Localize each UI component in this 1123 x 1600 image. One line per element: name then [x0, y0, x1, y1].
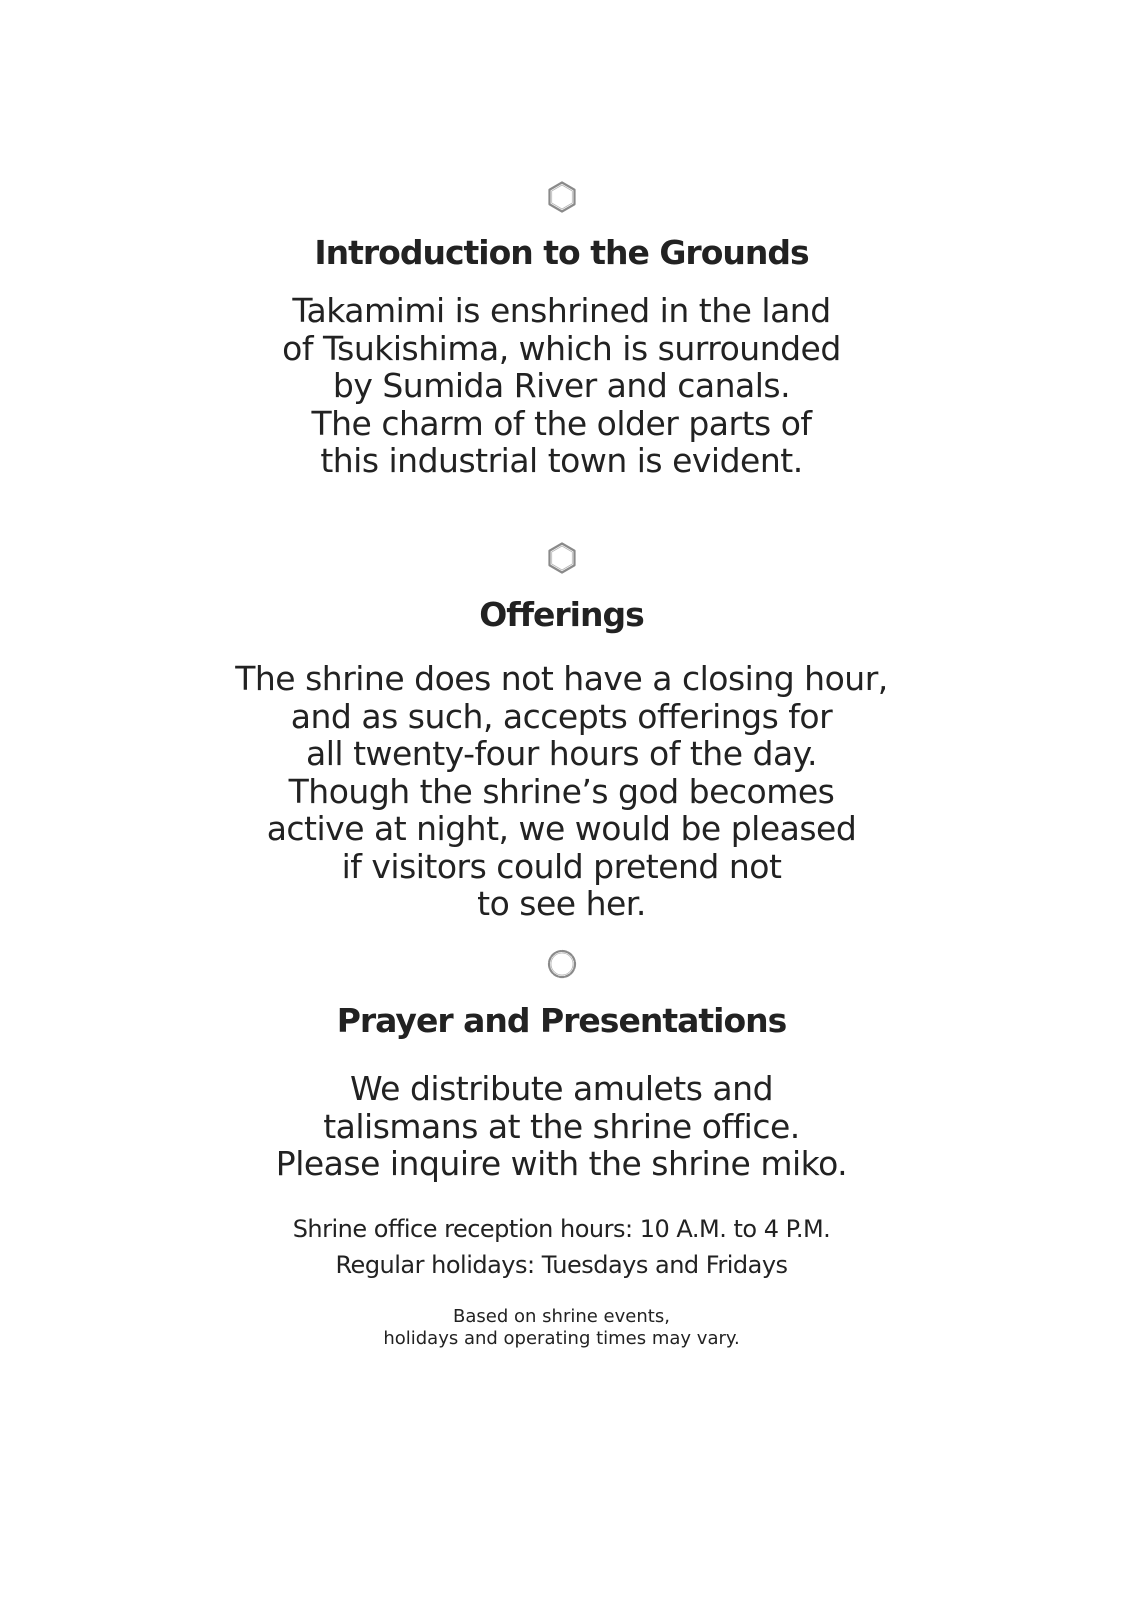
- body-line: and as such, accepts offerings for: [290, 696, 833, 736]
- section-body-offerings: [0, 660, 1123, 923]
- body-line: Takamimi is enshrined in the land: [292, 291, 831, 330]
- body-line: Though the shrine’s god becomes: [288, 771, 835, 811]
- scalloped-ring-icon: [545, 947, 579, 981]
- body-line: by Sumida River and canals.: [332, 366, 791, 405]
- section-body-prayer: [0, 1070, 1123, 1183]
- regular-holidays: Regular holidays: Tuesdays and Fridays: [335, 1251, 788, 1279]
- body-line: if visitors could pretend not: [341, 846, 782, 886]
- body-line: all twenty-four hours of the day.: [306, 734, 817, 773]
- hexagon-ring-icon: [545, 541, 579, 575]
- hexagon-ring-icon: [545, 180, 579, 214]
- reception-hours: Shrine office reception hours: 10 A.M. to 4 P.M.: [292, 1215, 831, 1243]
- section-title-grounds: Introduction to the Grounds: [314, 233, 809, 272]
- note-line: holidays and operating times may vary.: [383, 1328, 740, 1349]
- section-body-grounds: [0, 292, 1123, 480]
- body-line: this industrial town is evident.: [320, 441, 803, 480]
- body-line: The charm of the older parts of: [311, 403, 812, 443]
- section-title-offerings: Offerings: [479, 595, 644, 634]
- body-line: We distribute amulets and: [349, 1069, 774, 1108]
- note-line: Based on shrine events,: [453, 1306, 670, 1327]
- body-line: active at night, we would be pleased: [266, 809, 857, 848]
- section-title-prayer: Prayer and Presentations: [336, 1001, 787, 1040]
- body-line: to see her.: [477, 884, 646, 923]
- body-line: The shrine does not have a closing hour,: [235, 659, 888, 698]
- body-line: Please inquire with the shrine miko.: [275, 1144, 848, 1183]
- body-line: of Tsukishima, which is surrounded: [282, 328, 841, 368]
- body-line: talismans at the shrine office.: [323, 1106, 800, 1146]
- schedule-note: [0, 1306, 1123, 1350]
